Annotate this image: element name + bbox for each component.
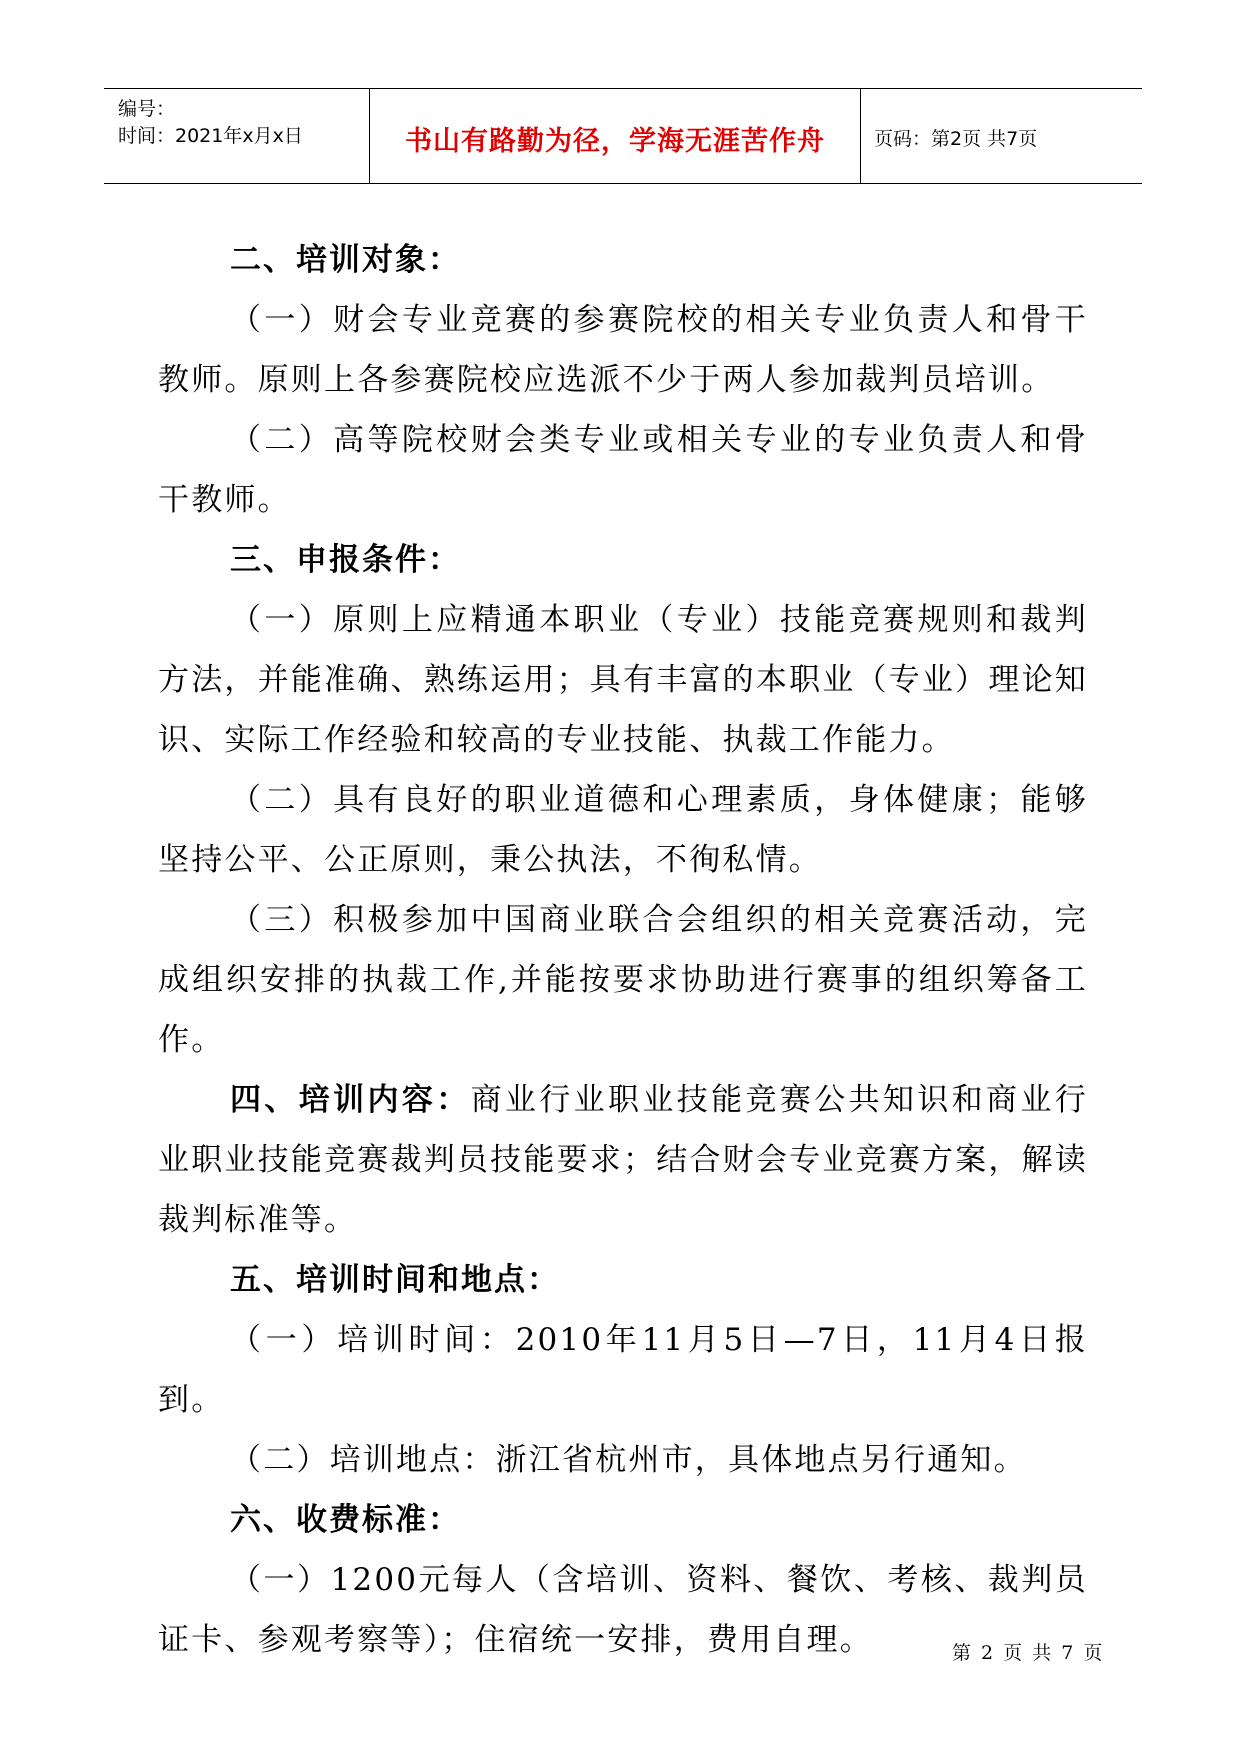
- section-title-trainees: 二、培训对象：: [230, 242, 461, 278]
- section-title-fees: 六、收费标准：: [230, 1502, 461, 1538]
- header-motto: 书山有路勤为径，学海无涯苦作舟: [405, 126, 825, 157]
- paragraph: （一）财会专业竞赛的参赛院校的相关专业负责人和骨干教师。原则上各参赛院校应选派不少于两人参加裁判员培训。: [158, 302, 1088, 398]
- paragraph: （一）原则上应精通本职业（专业）技能竞赛规则和裁判方法，并能准确、熟练运用；具有丰富的本职业（专业）理论知识、实际工作经验和较高的专业技能、执裁工作能力。: [158, 602, 1088, 758]
- document-number-label: 编号：: [118, 98, 176, 120]
- paragraph: （三）积极参加中国商业联合会组织的相关竞赛活动，完成组织安排的执裁工作,并能按要求协助进行赛事的组织筹备工作。: [158, 902, 1088, 1058]
- section-title-time-place: 五、培训时间和地点：: [230, 1262, 560, 1298]
- paragraph: （一）培训时间：2010年11月5日—7日，11月4日报到。: [158, 1322, 1088, 1418]
- header-page-cell: [862, 89, 1142, 183]
- page-footer: 第 2 页 共 7 页: [952, 1642, 1105, 1664]
- document-body: [158, 230, 1088, 1670]
- paragraph: （二）培训地点：浙江省杭州市，具体地点另行通知。: [230, 1442, 1027, 1478]
- header-info-cell: [104, 89, 370, 183]
- paragraph: （二）高等院校财会类专业或相关专业的专业负责人和骨干教师。: [158, 422, 1088, 518]
- section-title-content: 四、培训内容：: [230, 1082, 471, 1118]
- section-title-requirements: 三、申报条件：: [230, 542, 461, 578]
- section-training-content: [158, 1070, 1088, 1250]
- document-header: [104, 88, 1142, 184]
- paragraph: （二）具有良好的职业道德和心理素质，身体健康；能够坚持公平、公正原则，秉公执法，不徇私情。: [158, 782, 1088, 878]
- header-motto-cell: [370, 89, 861, 183]
- document-time-label: 时间：2021年x月x日: [118, 125, 303, 147]
- paragraph: 商业行业职业技能竞赛公共知识和商业行业职业技能竞赛裁判员技能要求；结合财会专业竞赛方案，解读裁判标准等。: [158, 1082, 1088, 1238]
- header-page-info: 页码：第2页 共7页: [874, 128, 1038, 150]
- paragraph: （一）1200元每人（含培训、资料、餐饮、考核、裁判员证卡、参观考察等）；住宿统一安排，费用自理。: [158, 1562, 1088, 1658]
